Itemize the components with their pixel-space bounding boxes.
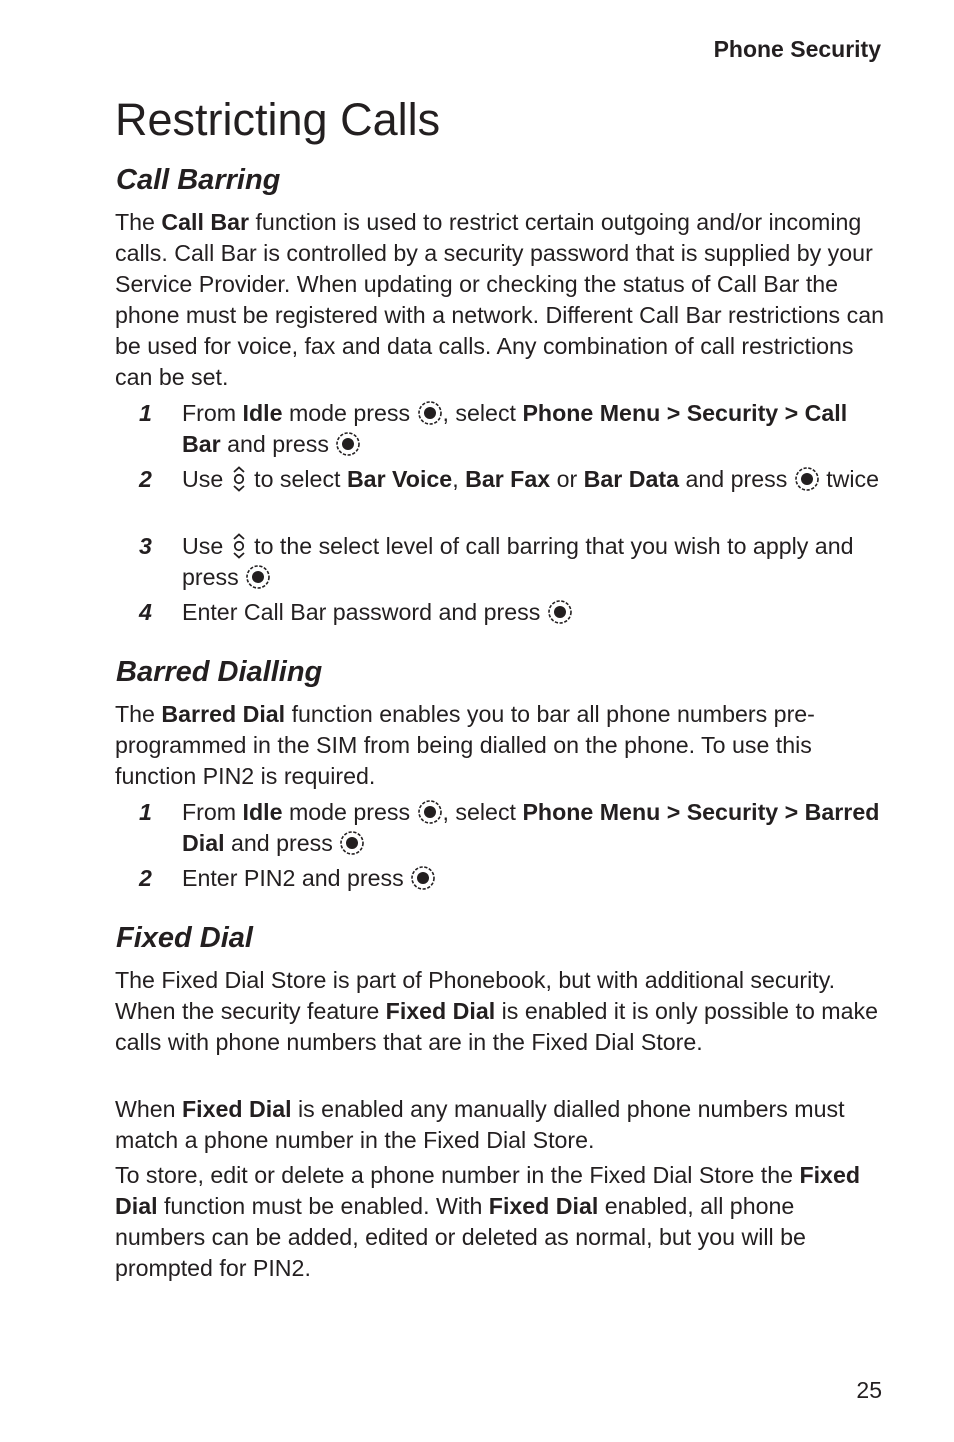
select-key-icon [335, 431, 361, 457]
navigation-key-icon [230, 533, 248, 559]
barred-dialling-step-2: 2 Enter PIN2 and press [115, 863, 885, 894]
select-key-icon [245, 564, 271, 590]
select-key-icon [339, 830, 365, 856]
step-number: 1 [139, 799, 152, 825]
call-barring-step-1: 1 From Idle mode press , select Phone Menu > Security > Call Bar and press [139, 400, 848, 457]
section-title-barred-dialling: Barred Dialling [116, 656, 323, 688]
fixed-dial-paragraph-3: To store, edit or delete a phone number in the Fixed Dial Store the Fixed Dial function must be enabled. With Fixed Dial enabled, all phone numbers can be added, edited or deleted as normal, but you will be prompted for PIN2. [115, 1162, 860, 1281]
select-key-icon [417, 400, 443, 426]
barred-dialling-step-1: 1 From Idle mode press , select Phone Menu > Security > Barred Dial and press [139, 799, 880, 856]
select-key-icon [794, 466, 820, 492]
call-barring-step-2: 2 Use to select Bar Voice, Bar Fax or Bar Data and press twice [115, 464, 885, 495]
running-header: Phone Security [713, 36, 881, 62]
call-barring-step-4: 4 Enter Call Bar password and press [115, 597, 885, 628]
navigation-key-icon [230, 466, 248, 492]
call-barring-step-3: 3 Use to the select level of call barring that you wish to apply and press [139, 533, 854, 590]
fixed-dial-paragraph-1: The Fixed Dial Store is part of Phonebook, but with additional security. When the security feature Fixed Dial is enabled it is only possible to make calls with phone numbers that are in the Fixed Dial Store. [115, 967, 878, 1055]
step-number: 1 [139, 400, 152, 426]
barred-dialling-intro: The Barred Dial function enables you to bar all phone numbers pre-programmed in the SIM from being dialled on the phone. To use this function PIN2 is required. [115, 701, 815, 789]
step-number: 3 [139, 533, 152, 559]
section-title-call-barring: Call Barring [116, 164, 281, 196]
step-number: 4 [139, 599, 152, 625]
step-number: 2 [139, 865, 152, 891]
select-key-icon [410, 865, 436, 891]
section-title-fixed-dial: Fixed Dial [116, 922, 253, 954]
step-number: 2 [139, 466, 152, 492]
select-key-icon [417, 799, 443, 825]
call-barring-intro: The Call Bar function is used to restrict certain outgoing and/or incoming calls. Call Bar is controlled by a security password that is supplied by your Service Provider. When updating or checking the status of Call Bar the phone must be registered with a network. Different Call Bar restrictions can be used for voice, fax and data calls. Any combination of call restrictions can be set. [115, 209, 884, 390]
select-key-icon [547, 599, 573, 625]
page-title: Restricting Calls [115, 94, 441, 145]
page-number: 25 [856, 1377, 882, 1403]
fixed-dial-paragraph-2: When Fixed Dial is enabled any manually dialled phone numbers must match a phone number in the Fixed Dial Store. [115, 1096, 845, 1153]
